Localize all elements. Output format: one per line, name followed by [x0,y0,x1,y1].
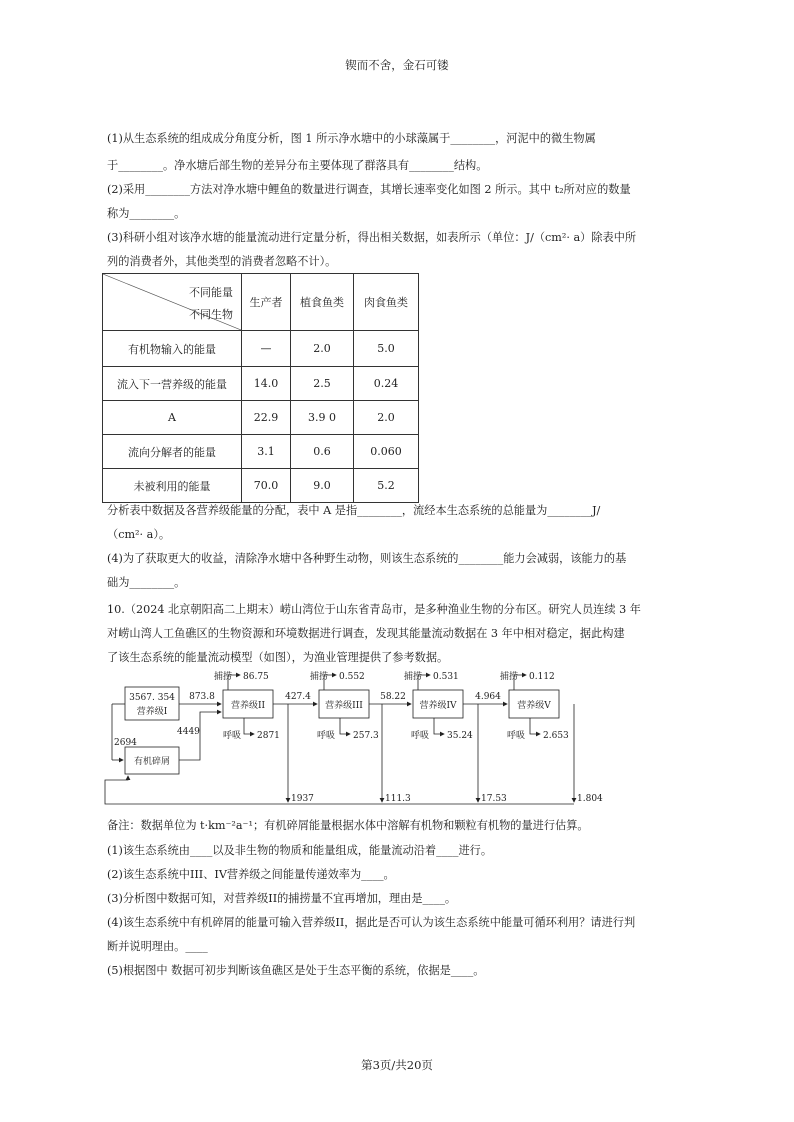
table-row [103,435,419,469]
resp-label: 呼吸 [411,731,430,741]
catch-value-5: 0.112 [529,672,555,682]
energy-flow-diagram [100,668,700,810]
row-label: 流向分解者的能量 [103,435,242,469]
q10-intro-line-2: 对崂山湾人工鱼礁区的生物资源和环境数据进行调查，发现其能量流动数据在 3 年中相对稳定，据此构建 [107,627,625,640]
resp-value-4: 35.24 [447,731,473,741]
to-detritus-value-4: 17.53 [481,794,507,804]
catch-label: 捕捞 [310,672,329,682]
table-row [103,469,419,503]
table-header-cell: 植食鱼类 [291,274,354,331]
corner-bottom-label: 不同生物 [189,308,233,321]
q9-line-3: (2)采用________方法对净水塘中鲤鱼的数量进行调查，其增长速率变化如图 2 所示。其中 t₂所对应的数量 [107,183,631,196]
catch-label: 捕捞 [404,672,423,682]
table-cell: 0.060 [354,435,419,469]
q10-question-3: (3)分析图中数据可知，对营养级II的捕捞量不宜再增加，理由是____。 [107,892,457,905]
flow-value-2-3: 427.4 [285,692,311,702]
resp-label: 呼吸 [223,731,242,741]
to-detritus-value-5: 1.804 [577,794,603,804]
q10-question-4a: (4)该生态系统中有机碎屑的能量可输入营养级II，据此是否可认为该生态系统中能量可循环利用？请进行判 [107,916,636,929]
page-footer: 第3页/共20页 [361,1058,433,1072]
table-cell: 3.9 0 [291,401,354,435]
table-cell: 3.1 [242,435,291,469]
q10-question-2: (2)该生态系统中III、IV营养级之间能量传递效率为____。 [107,868,395,881]
table-cell: 5.0 [354,331,419,367]
catch-label: 捕捞 [500,672,519,682]
row-label: A [103,401,242,435]
producer-label: 营养级I [136,707,168,717]
table-cell: 2.0 [291,331,354,367]
detritus-to-level2-value: 4449 [177,727,200,737]
q9-after-line-2: （cm²· a）。 [107,528,171,541]
q9-line-5: (3)科研小组对该净水塘的能量流动进行定量分析，得出相关数据，如表所示（单位：J/（cm²· a）除表中所 [107,231,637,244]
resp-value-5: 2.653 [543,731,569,741]
q9-after-line-4: 础为________。 [107,576,186,589]
flow-value-4-5: 4.964 [475,692,501,702]
table-header-cell: 肉食鱼类 [354,274,419,331]
catch-value-3: 0.552 [339,672,365,682]
level-3-label: 营养级III [325,701,363,711]
to-detritus-value-3: 111.3 [385,794,411,804]
producer-value: 3567. 354 [129,693,175,703]
row-label: 未被利用的能量 [103,469,242,503]
catch-label: 捕捞 [214,672,233,682]
table-cell: 2.5 [291,367,354,401]
q10-intro-line-1: 10.（2024 北京朝阳高二上期末）崂山湾位于山东省青岛市，是多种渔业生物的分布区。研究人员连续 3 年 [107,603,641,616]
table-header-cell: 生产者 [242,274,291,331]
level-2-label: 营养级II [230,701,266,711]
q9-line-2: 于________。净水塘后部生物的差异分布主要体现了群落具有________结构。 [107,159,488,172]
energy-table [102,273,419,503]
q9-after-line-1: 分析表中数据及各营养级能量的分配，表中 A 是指________，流经本生态系统的总能量为________J/ [107,504,601,517]
q10-question-5: (5)根据图中 数据可初步判断该鱼礁区是处于生态平衡的系统，依据是____。 [107,964,485,977]
table-cell: 2.0 [354,401,419,435]
flow-value-3-4: 58.22 [380,692,406,702]
flow-value-1-2: 873.8 [189,692,215,702]
level-5-label: 营养级V [517,701,551,711]
to-detritus-value-2: 1937 [291,794,314,804]
table-row [103,401,419,435]
table-cell: 5.2 [354,469,419,503]
table-cell: 70.0 [242,469,291,503]
q9-line-6: 列的消费者外，其他类型的消费者忽略不计）。 [107,255,337,268]
table-corner-cell [103,274,242,331]
corner-top-label: 不同能量 [189,286,233,299]
table-row [103,367,419,401]
resp-label: 呼吸 [507,731,526,741]
table-cell: 0.24 [354,367,419,401]
table-cell: 22.9 [242,401,291,435]
row-label: 流入下一营养级的能量 [103,367,242,401]
q9-after-line-3: (4)为了获取更大的收益，清除净水塘中各种野生动物，则该生态系统的________能力会减弱，该能力的基 [107,552,627,565]
page-header: 锲而不舍，金石可镂 [345,58,449,72]
table-cell: 0.6 [291,435,354,469]
table-row [103,331,419,367]
q9-line-1: (1)从生态系统的组成成分角度分析，图 1 所示净水塘中的小球藻属于________，河泥中的微生物属 [107,132,596,145]
q10-intro-line-3: 了该生态系统的能量流动模型（如图），为渔业管理提供了参考数据。 [107,651,449,664]
detritus-label: 有机碎屑 [133,757,171,767]
level-4-label: 营养级IV [419,701,457,711]
resp-value-3: 257.3 [353,731,379,741]
resp-value-2: 2871 [257,731,280,741]
diagram-note: 备注：数据单位为 t·km⁻²a⁻¹；有机碎屑能量根据水体中溶解有机物和颗粒有机物的量进行估算。 [107,819,589,832]
producer-to-detritus-value: 2694 [114,738,137,748]
q10-question-1: (1)该生态系统由____以及非生物的物质和能量组成，能量流动沿着____进行。 [107,844,493,857]
catch-value-2: 86.75 [243,672,269,682]
catch-value-4: 0.531 [433,672,459,682]
q10-question-4b: 断并说明理由。____ [107,940,208,953]
table-cell: 9.0 [291,469,354,503]
table-cell: — [242,331,291,367]
row-label: 有机物输入的能量 [103,331,242,367]
resp-label: 呼吸 [317,731,336,741]
table-cell: 14.0 [242,367,291,401]
q9-line-4: 称为________。 [107,207,186,220]
